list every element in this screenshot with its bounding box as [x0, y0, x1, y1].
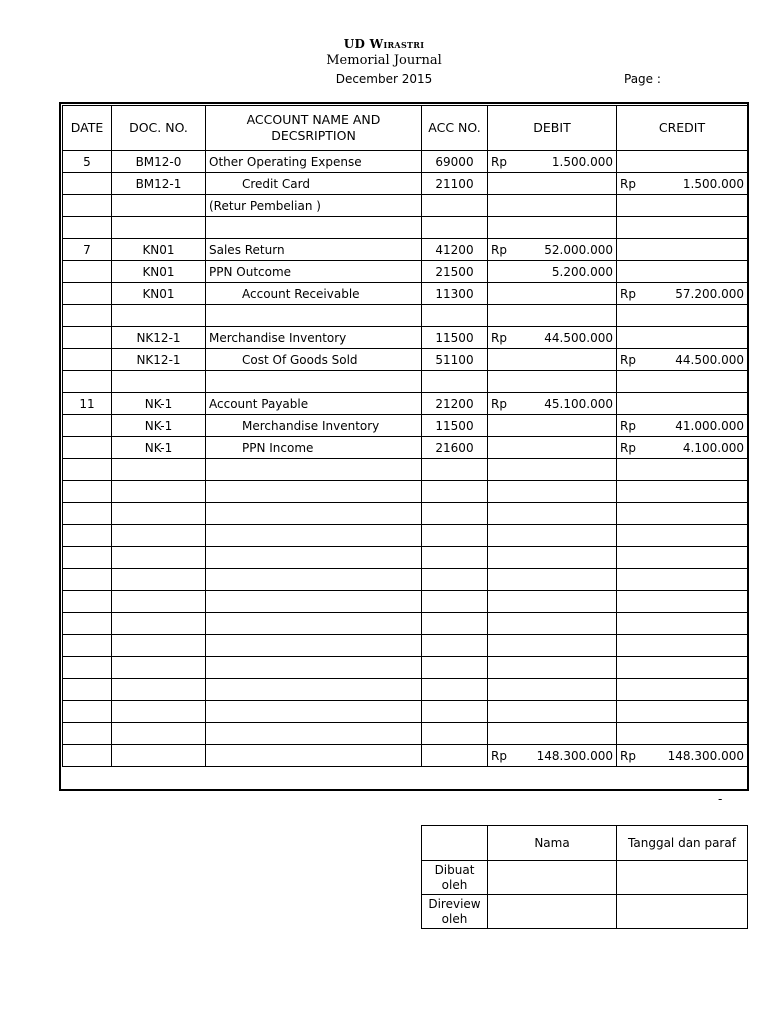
- row-doc-no: NK-1: [112, 393, 206, 415]
- row-doc-no: [112, 503, 206, 525]
- row-account: [206, 613, 422, 635]
- row-account: [206, 217, 422, 239]
- row-credit-cell: [617, 613, 748, 635]
- row-credit-cell: [617, 305, 748, 327]
- row-doc-no: [112, 657, 206, 679]
- table-row: [63, 151, 748, 173]
- row-date: [63, 525, 112, 547]
- table-row: [63, 635, 748, 657]
- row-debit-cell: [488, 151, 617, 173]
- row-debit-currency: [491, 265, 511, 279]
- table-row: [63, 349, 748, 371]
- totals-credit-currency: Rp: [620, 748, 636, 763]
- row-debit-cell: [488, 613, 617, 635]
- row-debit-cell: [488, 635, 617, 657]
- row-doc-no: KN01: [112, 239, 206, 261]
- row-credit-currency: Rp: [620, 440, 636, 455]
- row-account: [206, 459, 422, 481]
- table-row: [63, 195, 748, 217]
- row-doc-no: [112, 547, 206, 569]
- row-date: [63, 569, 112, 591]
- row-credit-cell: [617, 525, 748, 547]
- row-credit-cell: [617, 701, 748, 723]
- row-debit-cell: [488, 591, 617, 613]
- row-date: [63, 195, 112, 217]
- table-row: [63, 437, 748, 459]
- row-debit-currency: Rp: [491, 154, 507, 169]
- row-date: [63, 679, 112, 701]
- row-account: [206, 305, 422, 327]
- row-acc-no: [422, 613, 488, 635]
- row-doc-no: [112, 569, 206, 591]
- row-doc-no: NK12-1: [112, 327, 206, 349]
- signoff-reviewed-label: Direview oleh: [422, 895, 488, 929]
- row-acc-no: [422, 305, 488, 327]
- row-debit-amount: 1.500.000: [551, 154, 613, 169]
- row-account: [206, 481, 422, 503]
- row-date: [63, 481, 112, 503]
- row-debit-cell: [488, 349, 617, 371]
- col-account-header: ACCOUNT NAME AND DECSRIPTION: [206, 106, 422, 151]
- row-debit-cell: [488, 723, 617, 745]
- row-doc-no: KN01: [112, 261, 206, 283]
- row-credit-cell: [617, 349, 748, 371]
- table-row: [63, 481, 748, 503]
- row-debit-cell: [488, 437, 617, 459]
- signoff-name-header: Nama: [488, 826, 617, 861]
- row-debit-cell: [488, 239, 617, 261]
- row-account: [206, 371, 422, 393]
- row-credit-cell: [617, 195, 748, 217]
- row-debit-amount: 5.200.000: [551, 264, 613, 279]
- totals-credit-amount: 148.300.000: [667, 748, 744, 763]
- row-acc-no: [422, 679, 488, 701]
- row-debit-cell: [488, 393, 617, 415]
- row-acc-no: [422, 547, 488, 569]
- row-date: [63, 635, 112, 657]
- table-row: [63, 371, 748, 393]
- signoff-table: [421, 825, 748, 929]
- row-acc-no: [422, 371, 488, 393]
- row-debit-cell: [488, 327, 617, 349]
- row-acc-no: 51100: [422, 349, 488, 371]
- row-credit-amount: 44.500.000: [675, 352, 744, 367]
- row-acc-no: [422, 569, 488, 591]
- row-debit-cell: [488, 525, 617, 547]
- row-doc-no: [112, 305, 206, 327]
- row-account: [206, 503, 422, 525]
- totals-debit-amount: 148.300.000: [536, 748, 613, 763]
- row-account: Merchandise Inventory: [206, 327, 422, 349]
- row-credit-cell: [617, 679, 748, 701]
- row-account: Sales Return: [206, 239, 422, 261]
- totals-accno: [422, 745, 488, 767]
- row-credit-cell: [617, 239, 748, 261]
- row-credit-currency: Rp: [620, 352, 636, 367]
- page-label: Page :: [624, 72, 661, 86]
- row-debit-cell: [488, 679, 617, 701]
- row-date: [63, 327, 112, 349]
- row-account: PPN Income: [206, 437, 422, 459]
- totals-date: [63, 745, 112, 767]
- row-debit-cell: [488, 195, 617, 217]
- col-debit-header: DEBIT: [488, 106, 617, 151]
- row-date: [63, 459, 112, 481]
- row-date: [63, 657, 112, 679]
- signoff-made-name: [488, 861, 617, 895]
- row-credit-cell: [617, 415, 748, 437]
- table-row: [63, 239, 748, 261]
- table-row: [63, 459, 748, 481]
- row-credit-cell: [617, 569, 748, 591]
- table-row: [63, 569, 748, 591]
- signoff-made-label: Dibuat oleh: [422, 861, 488, 895]
- table-row: [63, 283, 748, 305]
- signoff-made-row: [422, 861, 748, 895]
- row-date: [63, 701, 112, 723]
- signoff-made-sign: [617, 861, 748, 895]
- row-account: Credit Card: [206, 173, 422, 195]
- row-credit-cell: [617, 657, 748, 679]
- row-date: [63, 503, 112, 525]
- journal-table: [62, 105, 748, 767]
- row-doc-no: [112, 459, 206, 481]
- row-doc-no: [112, 635, 206, 657]
- row-doc-no: [112, 613, 206, 635]
- journal-period: December 2015: [335, 72, 433, 86]
- signoff-date-header: Tanggal dan paraf: [617, 826, 748, 861]
- table-row: [63, 503, 748, 525]
- row-doc-no: [112, 371, 206, 393]
- row-credit-currency: Rp: [620, 176, 636, 191]
- row-date: [63, 723, 112, 745]
- row-acc-no: 11500: [422, 327, 488, 349]
- footer-mark: -: [718, 792, 723, 806]
- row-credit-cell: [617, 151, 748, 173]
- row-acc-no: [422, 635, 488, 657]
- journal-header-row: [63, 106, 748, 151]
- row-acc-no: [422, 591, 488, 613]
- row-debit-currency: Rp: [491, 396, 507, 411]
- table-row: [63, 525, 748, 547]
- row-acc-no: [422, 503, 488, 525]
- row-doc-no: [112, 723, 206, 745]
- row-acc-no: 11500: [422, 415, 488, 437]
- row-account: Account Payable: [206, 393, 422, 415]
- row-debit-cell: [488, 569, 617, 591]
- row-account: [206, 569, 422, 591]
- table-row: [63, 613, 748, 635]
- row-acc-no: [422, 195, 488, 217]
- totals-credit-cell: [617, 745, 748, 767]
- row-credit-cell: [617, 283, 748, 305]
- row-acc-no: [422, 459, 488, 481]
- signoff-reviewed-name: [488, 895, 617, 929]
- row-date: 5: [63, 151, 112, 173]
- row-acc-no: 11300: [422, 283, 488, 305]
- row-credit-amount: 41.000.000: [675, 418, 744, 433]
- row-doc-no: [112, 195, 206, 217]
- row-doc-no: [112, 591, 206, 613]
- row-debit-cell: [488, 217, 617, 239]
- row-credit-cell: [617, 173, 748, 195]
- row-doc-no: [112, 481, 206, 503]
- row-account: [206, 679, 422, 701]
- row-account: (Retur Pembelian ): [206, 195, 422, 217]
- row-date: [63, 217, 112, 239]
- table-row: [63, 393, 748, 415]
- row-debit-cell: [488, 305, 617, 327]
- table-row: [63, 679, 748, 701]
- table-row: [63, 261, 748, 283]
- row-account: Cost Of Goods Sold: [206, 349, 422, 371]
- row-date: [63, 371, 112, 393]
- row-doc-no: BM12-1: [112, 173, 206, 195]
- journal-title: Memorial Journal: [326, 53, 442, 68]
- row-date: [63, 283, 112, 305]
- row-debit-cell: [488, 283, 617, 305]
- row-credit-cell: [617, 327, 748, 349]
- table-row: [63, 547, 748, 569]
- row-credit-cell: [617, 481, 748, 503]
- row-acc-no: 41200: [422, 239, 488, 261]
- row-debit-cell: [488, 547, 617, 569]
- row-doc-no: NK-1: [112, 415, 206, 437]
- row-account: PPN Outcome: [206, 261, 422, 283]
- col-date-header: DATE: [63, 106, 112, 151]
- row-date: [63, 591, 112, 613]
- totals-debit-cell: [488, 745, 617, 767]
- signoff-corner: [422, 826, 488, 861]
- row-doc-no: BM12-0: [112, 151, 206, 173]
- col-credit-header: CREDIT: [617, 106, 748, 151]
- row-credit-cell: [617, 723, 748, 745]
- row-acc-no: [422, 723, 488, 745]
- table-row: [63, 305, 748, 327]
- row-debit-currency: Rp: [491, 242, 507, 257]
- row-credit-cell: [617, 371, 748, 393]
- totals-account: [206, 745, 422, 767]
- row-debit-cell: [488, 415, 617, 437]
- row-acc-no: 21100: [422, 173, 488, 195]
- row-debit-cell: [488, 503, 617, 525]
- row-credit-cell: [617, 547, 748, 569]
- row-acc-no: [422, 701, 488, 723]
- row-debit-amount: 52.000.000: [544, 242, 613, 257]
- row-account: [206, 701, 422, 723]
- company-name: UD Wirastri: [343, 37, 425, 51]
- row-debit-amount: 44.500.000: [544, 330, 613, 345]
- row-debit-amount: 45.100.000: [544, 396, 613, 411]
- row-date: [63, 173, 112, 195]
- table-row: [63, 327, 748, 349]
- row-credit-cell: [617, 459, 748, 481]
- row-credit-cell: [617, 437, 748, 459]
- row-acc-no: 21500: [422, 261, 488, 283]
- row-acc-no: 69000: [422, 151, 488, 173]
- row-debit-cell: [488, 261, 617, 283]
- row-account: Other Operating Expense: [206, 151, 422, 173]
- row-account: [206, 547, 422, 569]
- row-date: [63, 437, 112, 459]
- row-date: [63, 415, 112, 437]
- row-debit-cell: [488, 173, 617, 195]
- row-doc-no: NK-1: [112, 437, 206, 459]
- row-debit-cell: [488, 459, 617, 481]
- row-account: [206, 591, 422, 613]
- row-credit-cell: [617, 393, 748, 415]
- row-account: [206, 657, 422, 679]
- row-acc-no: [422, 657, 488, 679]
- row-account: [206, 635, 422, 657]
- table-row: [63, 415, 748, 437]
- row-date: [63, 613, 112, 635]
- table-row: [63, 591, 748, 613]
- row-credit-currency: Rp: [620, 418, 636, 433]
- row-credit-currency: Rp: [620, 286, 636, 301]
- row-date: [63, 349, 112, 371]
- row-credit-cell: [617, 635, 748, 657]
- table-row: [63, 657, 748, 679]
- totals-debit-currency: Rp: [491, 748, 507, 763]
- row-debit-currency: Rp: [491, 330, 507, 345]
- row-credit-cell: [617, 261, 748, 283]
- row-date: 11: [63, 393, 112, 415]
- row-debit-cell: [488, 701, 617, 723]
- row-credit-amount: 4.100.000: [682, 440, 744, 455]
- row-credit-cell: [617, 591, 748, 613]
- totals-row: [63, 745, 748, 767]
- row-doc-no: [112, 679, 206, 701]
- row-acc-no: 21600: [422, 437, 488, 459]
- signoff-header-row: [422, 826, 748, 861]
- row-acc-no: 21200: [422, 393, 488, 415]
- table-row: [63, 217, 748, 239]
- row-account: Merchandise Inventory: [206, 415, 422, 437]
- row-debit-cell: [488, 481, 617, 503]
- row-account: Account Receivable: [206, 283, 422, 305]
- row-credit-amount: 1.500.000: [682, 176, 744, 191]
- row-acc-no: [422, 525, 488, 547]
- row-acc-no: [422, 217, 488, 239]
- col-accno-header: ACC NO.: [422, 106, 488, 151]
- row-date: 7: [63, 239, 112, 261]
- totals-doc: [112, 745, 206, 767]
- row-doc-no: [112, 701, 206, 723]
- row-account: [206, 525, 422, 547]
- row-credit-amount: 57.200.000: [675, 286, 744, 301]
- journal-body: [63, 151, 748, 745]
- row-doc-no: KN01: [112, 283, 206, 305]
- col-doc-header: DOC. NO.: [112, 106, 206, 151]
- table-row: [63, 723, 748, 745]
- row-doc-no: NK12-1: [112, 349, 206, 371]
- row-debit-cell: [488, 371, 617, 393]
- row-credit-cell: [617, 217, 748, 239]
- signoff-reviewed-row: [422, 895, 748, 929]
- signoff-reviewed-sign: [617, 895, 748, 929]
- row-credit-cell: [617, 503, 748, 525]
- table-row: [63, 701, 748, 723]
- row-date: [63, 305, 112, 327]
- row-doc-no: [112, 525, 206, 547]
- row-doc-no: [112, 217, 206, 239]
- row-date: [63, 261, 112, 283]
- row-date: [63, 547, 112, 569]
- table-row: [63, 173, 748, 195]
- row-acc-no: [422, 481, 488, 503]
- row-account: [206, 723, 422, 745]
- row-debit-cell: [488, 657, 617, 679]
